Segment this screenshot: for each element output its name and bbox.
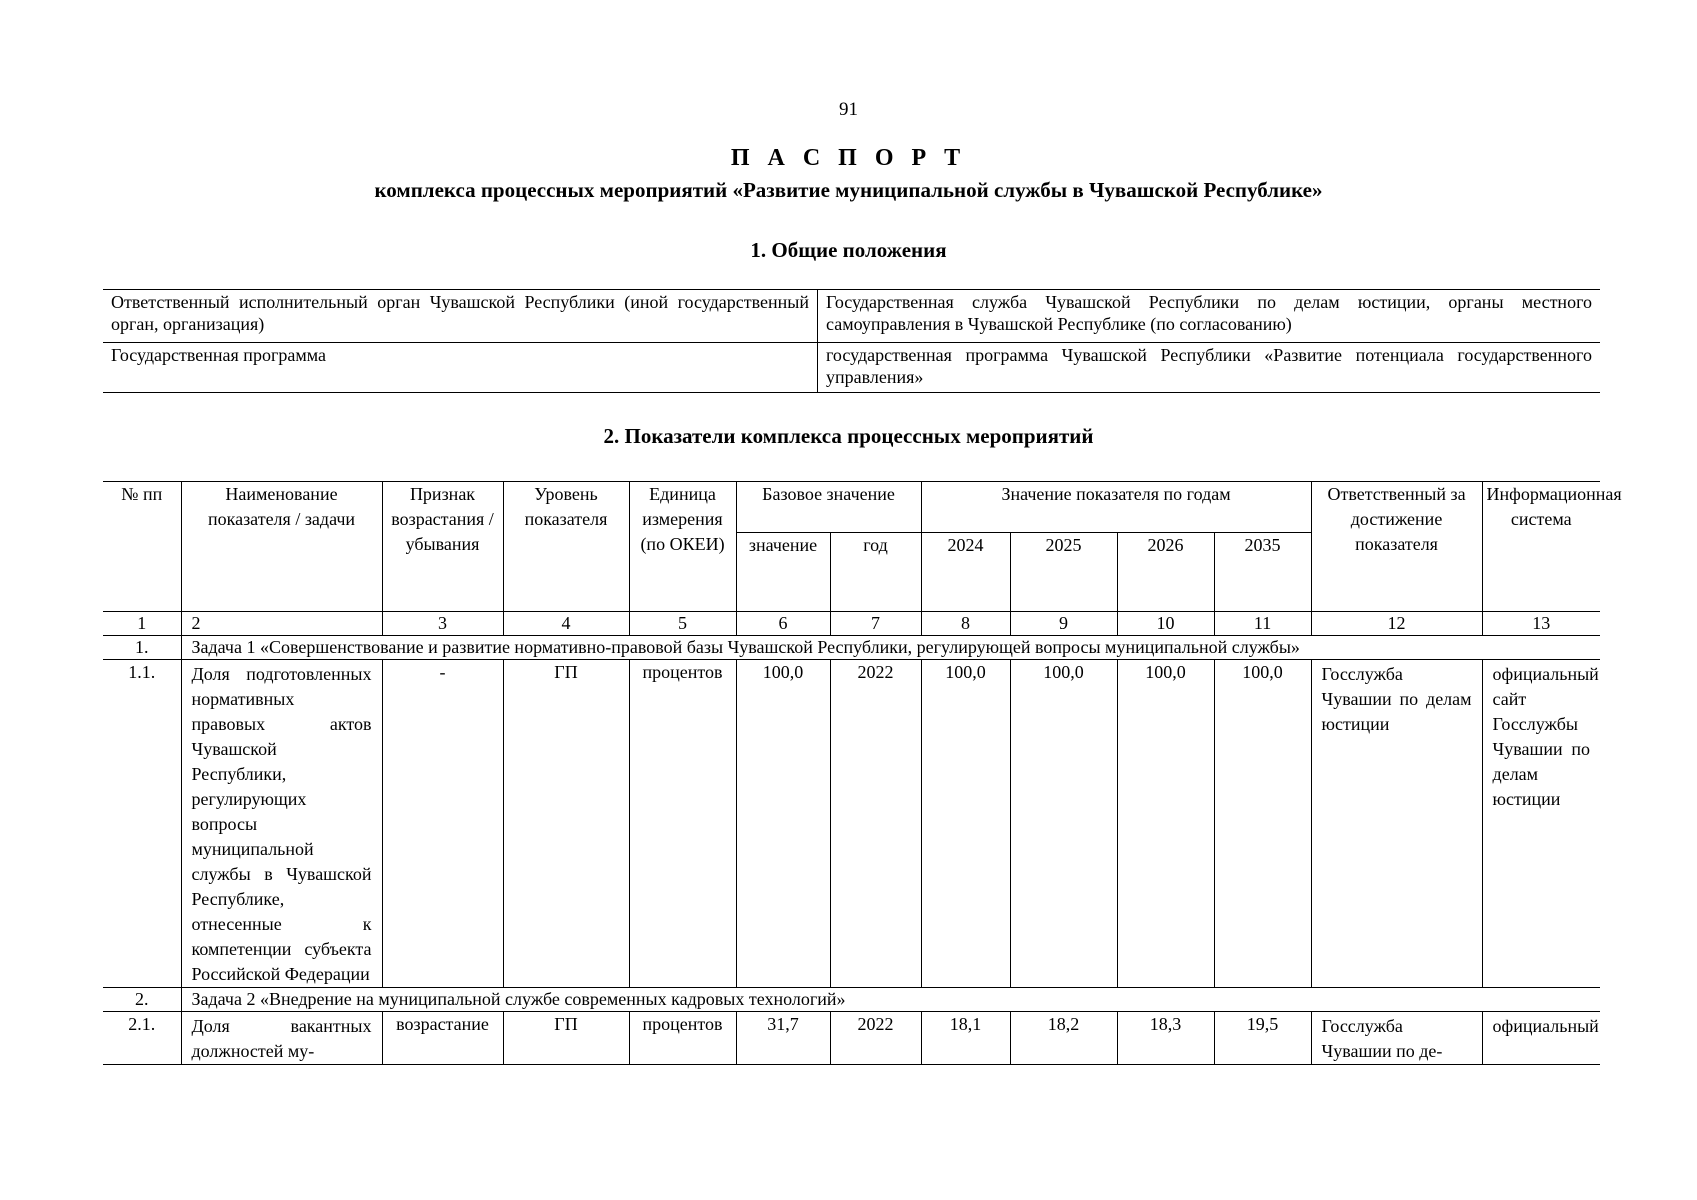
task-row xyxy=(103,636,1600,660)
col-number: 2 xyxy=(181,612,382,636)
col-number: 13 xyxy=(1482,612,1600,636)
header-2035: 2035 xyxy=(1214,533,1311,612)
indicator-level: ГП xyxy=(503,660,629,988)
col-number: 7 xyxy=(830,612,921,636)
header-values-by-year: Значение показателя по годам xyxy=(921,482,1311,533)
indicator-value-2024: 100,0 xyxy=(921,660,1010,988)
header-base-year: год xyxy=(830,533,921,612)
header-2024: 2024 xyxy=(921,533,1010,612)
header-level: Уровень показателя xyxy=(503,482,629,612)
indicator-sign: - xyxy=(382,660,503,988)
section-2-heading: 2. Показатели комплекса процессных мероприятий xyxy=(603,424,1094,448)
indicators-table xyxy=(103,481,1622,1065)
indicator-value-2035: 100,0 xyxy=(1214,660,1311,988)
document-title: П А С П О Р Т xyxy=(730,145,967,171)
indicator-info-system: официальный сайт Госслужбы Чувашии по делам юстиции xyxy=(1482,660,1600,988)
task-number: 1. xyxy=(103,636,181,660)
indicator-info-system: официальный xyxy=(1482,1012,1600,1065)
page-number: 91 xyxy=(839,99,858,120)
header-2025: 2025 xyxy=(1010,533,1117,612)
indicator-name: Доля вакантных должностей му- xyxy=(181,1012,382,1065)
indicator-value-2026: 100,0 xyxy=(1117,660,1214,988)
indicator-value-2025: 18,2 xyxy=(1010,1012,1117,1065)
indicator-row xyxy=(103,660,1600,988)
col-number: 12 xyxy=(1311,612,1482,636)
general-row xyxy=(103,343,1600,393)
indicator-responsible: Госслужба Чувашии по де- xyxy=(1311,1012,1482,1065)
col-number: 4 xyxy=(503,612,629,636)
col-number: 3 xyxy=(382,612,503,636)
task-row xyxy=(103,988,1600,1012)
indicator-number: 2.1. xyxy=(103,1012,181,1065)
indicator-base-value: 31,7 xyxy=(736,1012,830,1065)
indicator-value-2035: 19,5 xyxy=(1214,1012,1311,1065)
indicator-unit: процентов xyxy=(629,1012,736,1065)
col-number: 11 xyxy=(1214,612,1311,636)
header-name: Наименование показателя / задачи xyxy=(181,482,382,612)
col-number: 1 xyxy=(103,612,181,636)
general-provisions-table xyxy=(103,289,1600,393)
indicator-value-2024: 18,1 xyxy=(921,1012,1010,1065)
header-2026: 2026 xyxy=(1117,533,1214,612)
col-number: 8 xyxy=(921,612,1010,636)
indicator-value-2025: 100,0 xyxy=(1010,660,1117,988)
header-sign: Признак возрастания / убывания xyxy=(382,482,503,612)
section-1-heading: 1. Общие положения xyxy=(750,238,947,262)
column-numbers-row xyxy=(103,612,1600,636)
col-number: 9 xyxy=(1010,612,1117,636)
col-number: 10 xyxy=(1117,612,1214,636)
header-row xyxy=(103,482,1600,533)
general-row xyxy=(103,290,1600,343)
header-base: Базовое значение xyxy=(736,482,921,533)
indicator-value-2026: 18,3 xyxy=(1117,1012,1214,1065)
indicator-level: ГП xyxy=(503,1012,629,1065)
indicator-base-year: 2022 xyxy=(830,1012,921,1065)
header-unit: Единица измерения (по ОКЕИ) xyxy=(629,482,736,612)
indicator-base-value: 100,0 xyxy=(736,660,830,988)
col-number: 5 xyxy=(629,612,736,636)
indicator-base-year: 2022 xyxy=(830,660,921,988)
general-value: Государственная служба Чувашской Республики по делам юстиции, органы местного самоуправления в Чувашской Республике (по согласованию) xyxy=(818,290,1601,343)
task-text: Задача 2 «Внедрение на муниципальной службе современных кадровых технологий» xyxy=(181,988,1600,1012)
task-number: 2. xyxy=(103,988,181,1012)
indicator-unit: процентов xyxy=(629,660,736,988)
indicator-number: 1.1. xyxy=(103,660,181,988)
header-num: № пп xyxy=(103,482,181,612)
header-responsible: Ответственный за достижение показателя xyxy=(1311,482,1482,612)
general-label: Ответственный исполнительный орган Чувашской Республики (иной государственный орган, организация) xyxy=(103,290,818,343)
indicator-name: Доля подготовленных нормативных правовых актов Чувашской Республики, регулирующих вопросы муниципальной службы в Чувашской Республике, отнесенные к компетенции субъекта Российской Федерации xyxy=(181,660,382,988)
task-text: Задача 1 «Совершенствование и развитие нормативно-правовой базы Чувашской Республики, регулирующей вопросы муниципальной службы» xyxy=(181,636,1600,660)
col-number: 6 xyxy=(736,612,830,636)
indicator-responsible: Госслужба Чувашии по делам юстиции xyxy=(1311,660,1482,988)
general-value: государственная программа Чувашской Республики «Развитие потенциала государственного управления» xyxy=(818,343,1601,393)
indicator-row xyxy=(103,1012,1600,1065)
header-base-value: значение xyxy=(736,533,830,612)
general-label: Государственная программа xyxy=(103,343,818,393)
header-info-system: Информационная система xyxy=(1482,482,1600,612)
indicator-sign: возрастание xyxy=(382,1012,503,1065)
document-subtitle: комплекса процессных мероприятий «Развитие муниципальной службы в Чувашской Республике» xyxy=(374,178,1323,202)
